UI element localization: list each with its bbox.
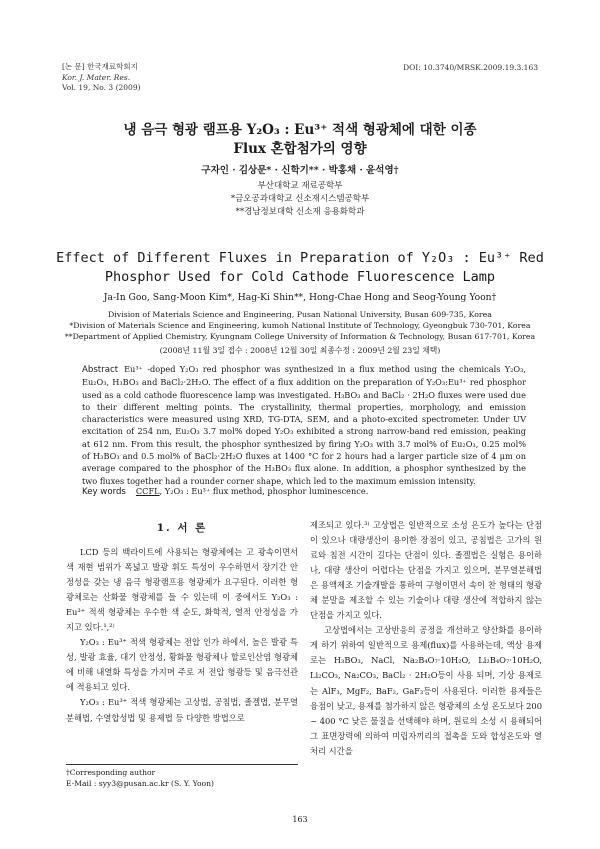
keywords-label: Key words <box>82 487 126 497</box>
section-heading: 1. 서 론 <box>156 522 208 534</box>
affiliations-english <box>62 309 538 342</box>
authors-korean: 구자인 · 김상문* · 신학기** · 박홍채 · 윤석영† <box>201 165 399 176</box>
paragraph: 제조되고 있다.³⁾ 고상법은 일반적으로 소성 온도가 높다는 단점이 있으나 대량생산이 용이한 장점이 있고, 공침법은 고가의 원료와 침전 시간이 길다는 단점이 있다. 졸겔법은 실험은 용이하나, 대량 생산이 어렵다는 단점을 가지고 있으며, 분무열분해법은 용액제조 기술개발을 통하여 구형이면서 속이 찬 형태의 형광체 분말을 제조할 수 있는 기술이나 대량 생산에 적합하지 않는 단점을 가지고 있다. <box>310 520 542 621</box>
paragraph: LCD 등의 백라이트에 사용되는 형광체에는 고 광속이면서 색 재현 범위가 폭넓고 발광 휘도 특성이 우수하면서 장기간 안정성을 갖는 냉 음극 형광램프용 형광체가 요구된다. 이러한 형광체로는 산화물 형광체를 들 수 있는데 이 중에서도 Y₂O₃ : Eu³⁺ 적색 형광체는 우수한 색 순도, 화학적, 열적 안정성을 가지고 있다.¹,²⁾ <box>66 547 298 633</box>
journal-abbreviation: Kor. J. Mater. Res. <box>62 72 131 82</box>
footnote-divider <box>66 764 298 765</box>
abstract-text: Eu³⁺ -doped Y₂O₃ red phosphor was synthesized in a flux method using the chemicals Y₂O₃, Eu₂O₃, H₃BO₃ and BaCl₂·2H₂O. The effect of a flux addition on the preparation of Y₂O₃:Eu³⁺ red phosphor used as a cold cathode fluorescence lamp was investigated. H₃BO₃ and BaCl₂ · 2H₂O fluxes were used due to their different melting points. The crystallinity, thermal properties, morphology, and emission characteristics were measured using XRD, TG-DTA, SEM, and a photo-excited spectrometer. Under UV excitation of 254 nm, Eu₂O₃ 3.7 mol% doped Y₂O₃ exhibited a strong narrow-band red emission, peaking at 612 nm. From this result, the phosphor synthesized by firing Y₂O₃ with 3.7 mol% of Eu₂O₃, 0.25 mol% of H₃BO₃ and 0.5 mol% of BaCl₂·2H₂O fluxes at 1400 °C for 2 hours had a larger particle size of 4 μm on average compared to the phosphor of the H₃BO₃ flux alone. In addition, a phosphor synthesized by the two fluxes together had a rounder corner shape, which led to the maximum emission intensity. <box>82 364 526 486</box>
paragraph: Y₂O₃ : Eu³⁺ 적색 형광체는 고상법, 공침법, 졸겔법, 분무열분해법, 수열합성법 및 용제법 등 다양한 방법으로 <box>66 697 298 723</box>
author-email: E-Mail : syy3@pusan.ac.kr (S. Y. Yoon) <box>66 779 214 788</box>
authors-english: Ja-In Goo, Sang-Moon Kim*, Hag-Ki Shin**, Hong-Chae Hong and Seog-Young Yoon† <box>103 292 497 303</box>
affiliation-english: **Department of Applied Chemistry, Kyungnam College University of Information & Technology, Busan 617-701, Korea <box>64 332 536 341</box>
affiliation-korean: 부산대학교 재료공학부 <box>257 181 343 191</box>
title-english-line1: Effect of Different Fluxes in Preparation of Y₂O₃ : Eu³⁺ Red <box>56 250 544 266</box>
journal-volume: Vol. 19, No. 3 (2009) <box>62 83 141 92</box>
footnote <box>66 767 306 789</box>
journal-header <box>62 62 141 94</box>
corresponding-author: †Corresponding author <box>66 768 156 777</box>
keywords-rest: , Y₂O₃ : Eu³⁺ flux method, phosphor luminescence. <box>159 486 369 496</box>
title-korean <box>60 121 540 159</box>
keyword-first: CCFL <box>135 486 160 496</box>
paragraph: Y₂O₃ : Eu³⁺ 적색 형광체는 전압 인가 하에서, 높은 발광 특성, 발광 효율, 대기 안정성, 황화물 형광체나 할로인산염 형광체에 비해 내열화 특성을 가지며 주로 저 전압 형광등 및 음극선관에 적용되고 있다. <box>66 637 298 693</box>
affiliation-english: Division of Materials Science and Engineering, Pusan National University, Busan 609-735, Korea <box>108 310 492 319</box>
received-dates: (2008년 11월 3일 접수 : 2008년 12월 30일 최종수정 : 2009년 2월 23일 채택) <box>159 346 441 355</box>
title-english-line2: Phosphor Used for Cold Cathode Fluorescence Lamp <box>104 269 496 285</box>
title-english <box>55 249 545 287</box>
page-number: 163 <box>292 815 308 824</box>
affiliation-korean: **경남정보대학 신소재 응용화학과 <box>235 207 365 217</box>
body-column-right <box>310 518 542 759</box>
doi: DOI: 10.3740/MRSK.2009.19.3.163 <box>403 63 538 72</box>
paragraph: 고상법에서는 고상반응의 공정을 개선하고 양산화를 용이하게 하기 위하여 일반적으로 용제(flux)를 사용하는데, 액상 용제로는 H₃BO₃, NaCl, Na₂B₄O₇·10H₂O, Li₂B₄O₇·10H₂O, Li₂CO₃, Na₂CO₃, BaCl₂ · 2H₂O등이 사용 되며, 기상 용제로는 AlF₃, MgF₂, BaF₂, GaF₃등이 사용된다. 이러한 용제들은 융점이 낮고, 용제를 첨가하지 않은 형광체의 소성 온도보다 200 ~ 400 °C 낮은 물질을 선택해야 하며, 원료의 소성 시 용해되어 그 표면장력에 의하여 미립자끼리의 접촉을 도와 합성온도와 열처리 시간을 <box>310 625 542 756</box>
abstract <box>82 363 526 487</box>
affiliation-english: *Division of Materials Science and Engineering, kumoh National Institute of Technology, Gyeongbuk 730-701, Korea <box>69 321 531 330</box>
title-korean-line2: Flux 혼합첨가의 영향 <box>233 141 367 157</box>
journal-name-kor: [논 문] 한국재료학회지 <box>62 62 138 71</box>
body-column-left <box>66 545 298 726</box>
affiliations-korean <box>60 180 540 219</box>
keywords <box>82 486 526 497</box>
title-korean-line1: 냉 음극 형광 램프용 Y₂O₃ : Eu³⁺ 적색 형광체에 대한 이종 <box>123 122 477 138</box>
affiliation-korean: *금오공과대학교 신소재시스템공학부 <box>230 194 370 204</box>
abstract-label: Abstract <box>82 365 119 375</box>
